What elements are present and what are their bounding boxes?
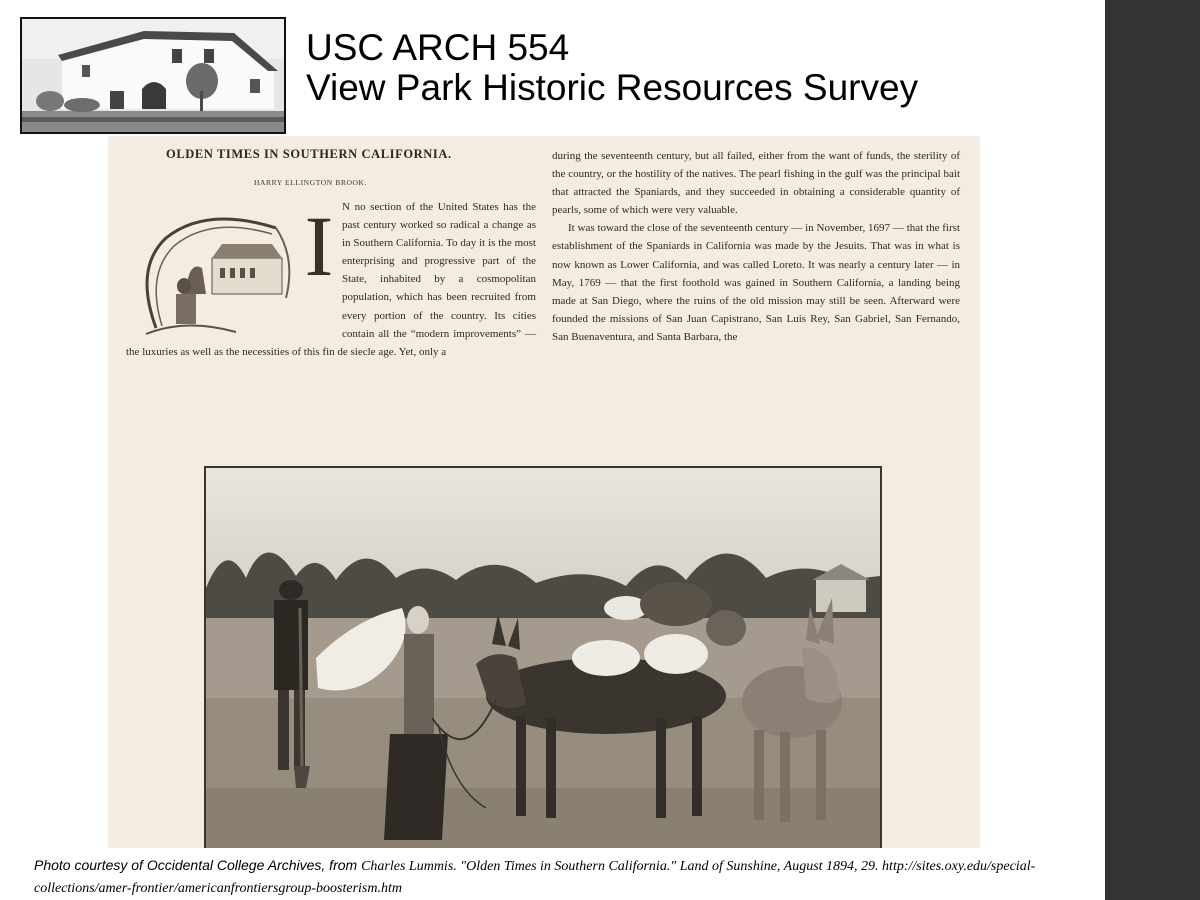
mission-illustration — [126, 198, 336, 338]
slide-title — [306, 28, 918, 108]
right-column-paragraph-2: It was toward the close of the seventeenth century — in November, 1697 — that the first establishment of the Spaniards in California was made by the Jesuits. That was in what is now known as Lower California, and was called Loreto. It was nearly a century later — in May, 1769 — that the first foothold was gained in Southern California, a landing being made at San Diego, where the ruins of the old mission may still be seen. Afterward were founded the missions of San Juan Capistrano, San Luis Rey, San Gabriel, San Fernando, San Buenaventura, and Santa Barbara, the — [552, 222, 960, 343]
right-column-paragraph-1: during the seventeenth century, but all failed, either from the want of funds, the sterility of the country, or the hostility of the natives. The pearl fishing in the gulf was the principal bait that attracted the Spaniards, and they succeeded in obtaining a considerable quantity of pearls, some of which were very valuable. — [552, 150, 960, 217]
slide-title-line-1: USC ARCH 554 — [306, 27, 570, 68]
scanned-article-page — [108, 136, 980, 848]
caption-credit: Photo courtesy of Occidental College Archives, from — [34, 857, 362, 873]
photo-caption — [34, 855, 1094, 899]
historic-photo-woman-with-burros — [204, 466, 882, 848]
article-title: OLDEN TIMES IN SOUTHERN CALIFORNIA. — [166, 147, 452, 161]
article-byline: HARRY ELLINGTON BROOK. — [254, 178, 367, 187]
house-thumbnail-photo — [20, 17, 286, 134]
article-left-column — [126, 198, 536, 448]
article-right-column — [552, 147, 960, 447]
article-drop-cap: I — [304, 198, 334, 294]
caption-citation: Charles Lummis. "Olden Times in Southern California." Land of Sunshine, August 1894, 29. http://sites.oxy.edu/special-collections/amer-frontier/americanfrontiersgroup-boosterism.htm — [34, 859, 1036, 896]
left-column-text: N no section of the United States has the past century worked so radical a change as in Southern California. To day it is the most enterprising and progressive part of the State, inhabited by a cosmopolitan population, which has been recruited from every portion of the country. Its cities contain all the “modern improvements” — the luxuries as well as the necessities of this fin de siecle age. Yet, only a — [126, 201, 536, 358]
slide-title-line-2: View Park Historic Resources Survey — [306, 67, 919, 108]
right-sidebar-bar — [1105, 0, 1200, 900]
